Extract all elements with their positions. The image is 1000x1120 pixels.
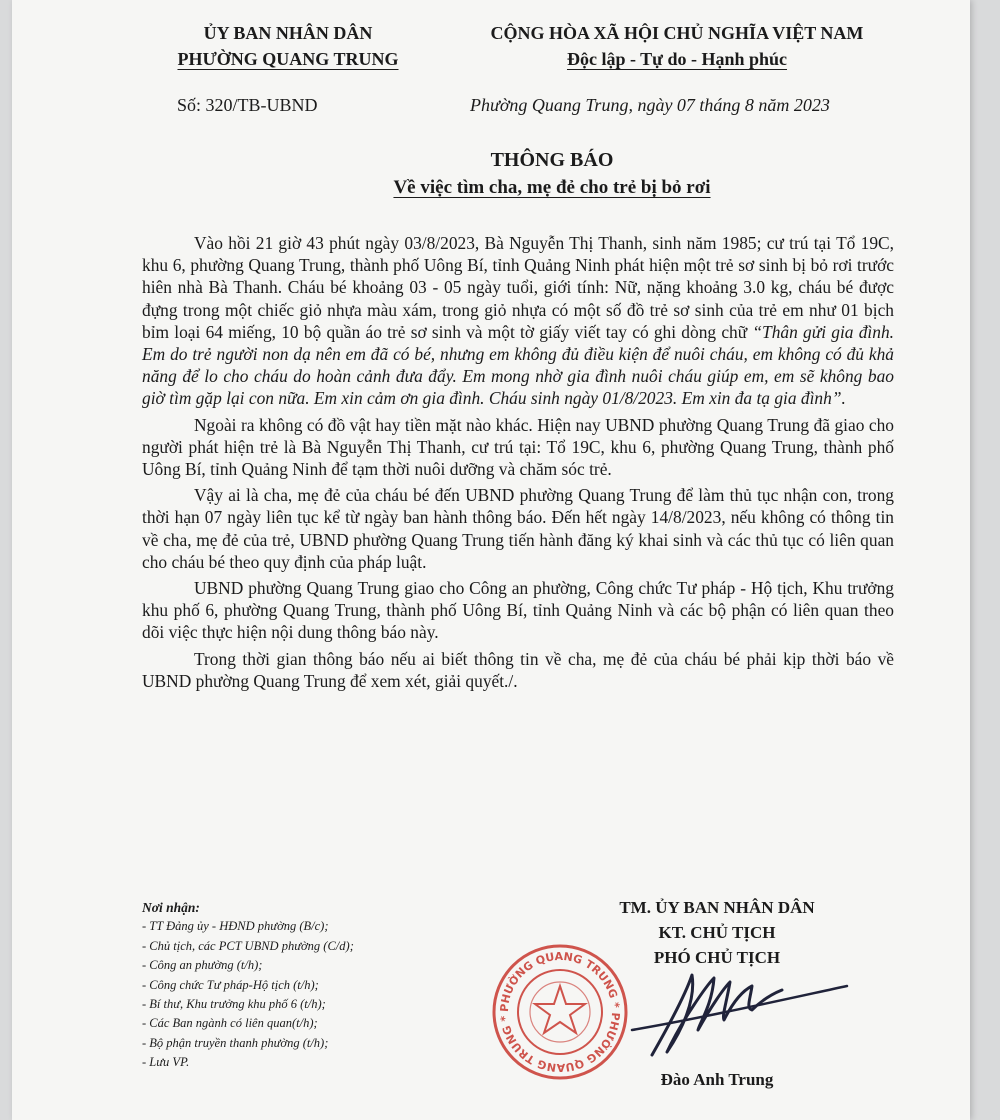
- national-motto: Độc lập - Tự do - Hạnh phúc: [566, 49, 788, 69]
- place-date-line: Phường Quang Trung, ngày 07 tháng 8 năm 2023: [470, 95, 830, 115]
- issuing-authority-header: [138, 20, 438, 72]
- body-paragraph-4: UBND phường Quang Trung giao cho Công an phường, Công chức Tư pháp - Hộ tịch, Khu trưởng khu phố 6, phường Quang Trung, thành phố Uông Bí, tỉnh Quảng Ninh và các bộ phận có liên quan theo dõi việc thực hiện nội dung thông báo này.: [142, 578, 894, 643]
- country-name: CỘNG HÒA XÃ HỘI CHỦ NGHĨA VIỆT NAM: [490, 23, 864, 43]
- handwritten-note-quote: “Thân gửi gia đình. Em do trẻ người non dạ nên em đã có bé, nhưng em không đủ điều kiện để nuôi cháu, em không có đủ khả năng để lo cho cháu do hoàn cảnh đưa đẩy. Em mong nhờ gia đình nuôi cháu giúp em, em sẽ không bao giờ tìm gặp lại con nữa. Em xin cảm ơn gia đình. Cháu sinh ngày 01/8/2023. Em xin đa tạ gia đình”.: [142, 321, 894, 409]
- signature-line-2: KT. CHỦ TỊCH: [658, 923, 776, 942]
- recipients-list: [142, 917, 522, 1072]
- body-paragraph-2: Ngoài ra không có đồ vật hay tiền mặt nào khác. Hiện nay UBND phường Quang Trung đã giao cho người phát hiện trẻ là Bà Nguyễn Thị Thanh, cư trú tại: Tổ 19C, khu 6, phường Quang Trung, thành phố Uông Bí, tỉnh Quảng Ninh để tạm thời nuôi dưỡng và chăm sóc trẻ.: [142, 414, 894, 480]
- recipients-block: [142, 898, 522, 1073]
- body-paragraph-3: Vậy ai là cha, mẹ đẻ của cháu bé đến UBND phường Quang Trung để làm thủ tục nhận con, trong thời hạn 07 ngày liên tục kể từ ngày ban hành thông báo. Đến hết ngày 14/8/2023, nếu không có thông tin về cha, mẹ đẻ của trẻ, UBND phường Quang Trung tiến hành đăng ký khai sinh và các thủ tục có liên quan cho cháu bé theo quy định của pháp luật.: [142, 485, 894, 572]
- official-seal-icon: [490, 942, 630, 1082]
- recipient-item: - TT Đảng ủy - HĐND phường (B/c);: [142, 919, 329, 934]
- recipient-item: - Chủ tịch, các PCT UBND phường (C/d);: [142, 938, 354, 953]
- recipient-item: - Công an phường (t/h);: [142, 958, 263, 973]
- recipient-item: - Công chức Tư pháp-Hộ tịch (t/h);: [142, 977, 319, 992]
- national-motto-header: [442, 20, 912, 72]
- document-number: Số: 320/TB-UBND: [177, 95, 318, 115]
- authority-line-1: ỦY BAN NHÂN DÂN: [203, 23, 373, 43]
- body-paragraph-5: Trong thời gian thông báo nếu ai biết thông tin về cha, mẹ đẻ của cháu bé phải kịp thời báo về UBND phường Quang Trung để xem xét, giải quyết./.: [142, 648, 894, 691]
- paragraph-1-text: Vào hồi 21 giờ 43 phút ngày 03/8/2023, Bà Nguyễn Thị Thanh, sinh năm 1985; cư trú tại Tổ 19C, khu 6, phường Quang Trung, thành phố Uông Bí, tỉnh Quảng Ninh phát hiện một trẻ sơ sinh bị bỏ rơi trước hiên nhà Bà Thanh. Cháu bé khoảng 03 - 05 ngày tuổi, giới tính: Nữ, nặng khoảng 3.0 kg, cháu bé được đựng trong một chiếc giỏ nhựa màu xám, trong giỏ nhựa có một số đồ trẻ sơ sinh của trẻ em như 01 bịch bỉm loại 64 miếng, 10 bộ quần áo trẻ sơ sinh và một tờ giấy viết tay có ghi dòng chữ: [142, 233, 894, 342]
- signer-name: Đào Anh Trung: [660, 1070, 774, 1089]
- recipient-item: - Lưu VP.: [142, 1055, 190, 1070]
- recipient-item: - Bí thư, Khu trưởng khu phố 6 (t/h);: [142, 997, 326, 1012]
- document-title: THÔNG BÁO: [490, 149, 614, 171]
- svg-text:PHƯỜNG QUANG TRUNG * PHƯỜNG QU: PHƯỜNG QUANG TRUNG * PHƯỜNG QUANG TRUNG *: [497, 949, 623, 1075]
- body-paragraph-1: [142, 232, 894, 410]
- signature-line-1: TM. ỦY BAN NHÂN DÂN: [619, 898, 815, 917]
- recipients-label: Nơi nhận:: [142, 900, 200, 915]
- document-body: [142, 232, 894, 696]
- recipient-item: - Bộ phận truyền thanh phường (t/h);: [142, 1035, 329, 1050]
- document-title-block: [132, 146, 972, 202]
- document-subtitle: Về việc tìm cha, mẹ đẻ cho trẻ bị bỏ rơi: [393, 177, 711, 198]
- authority-line-2: PHƯỜNG QUANG TRUNG: [177, 49, 399, 69]
- handwritten-signature-icon: [612, 960, 852, 1070]
- signature-line-3: PHÓ CHỦ TỊCH: [653, 948, 781, 967]
- recipient-item: - Các Ban ngành có liên quan(t/h);: [142, 1016, 318, 1031]
- document-page: [12, 0, 970, 1120]
